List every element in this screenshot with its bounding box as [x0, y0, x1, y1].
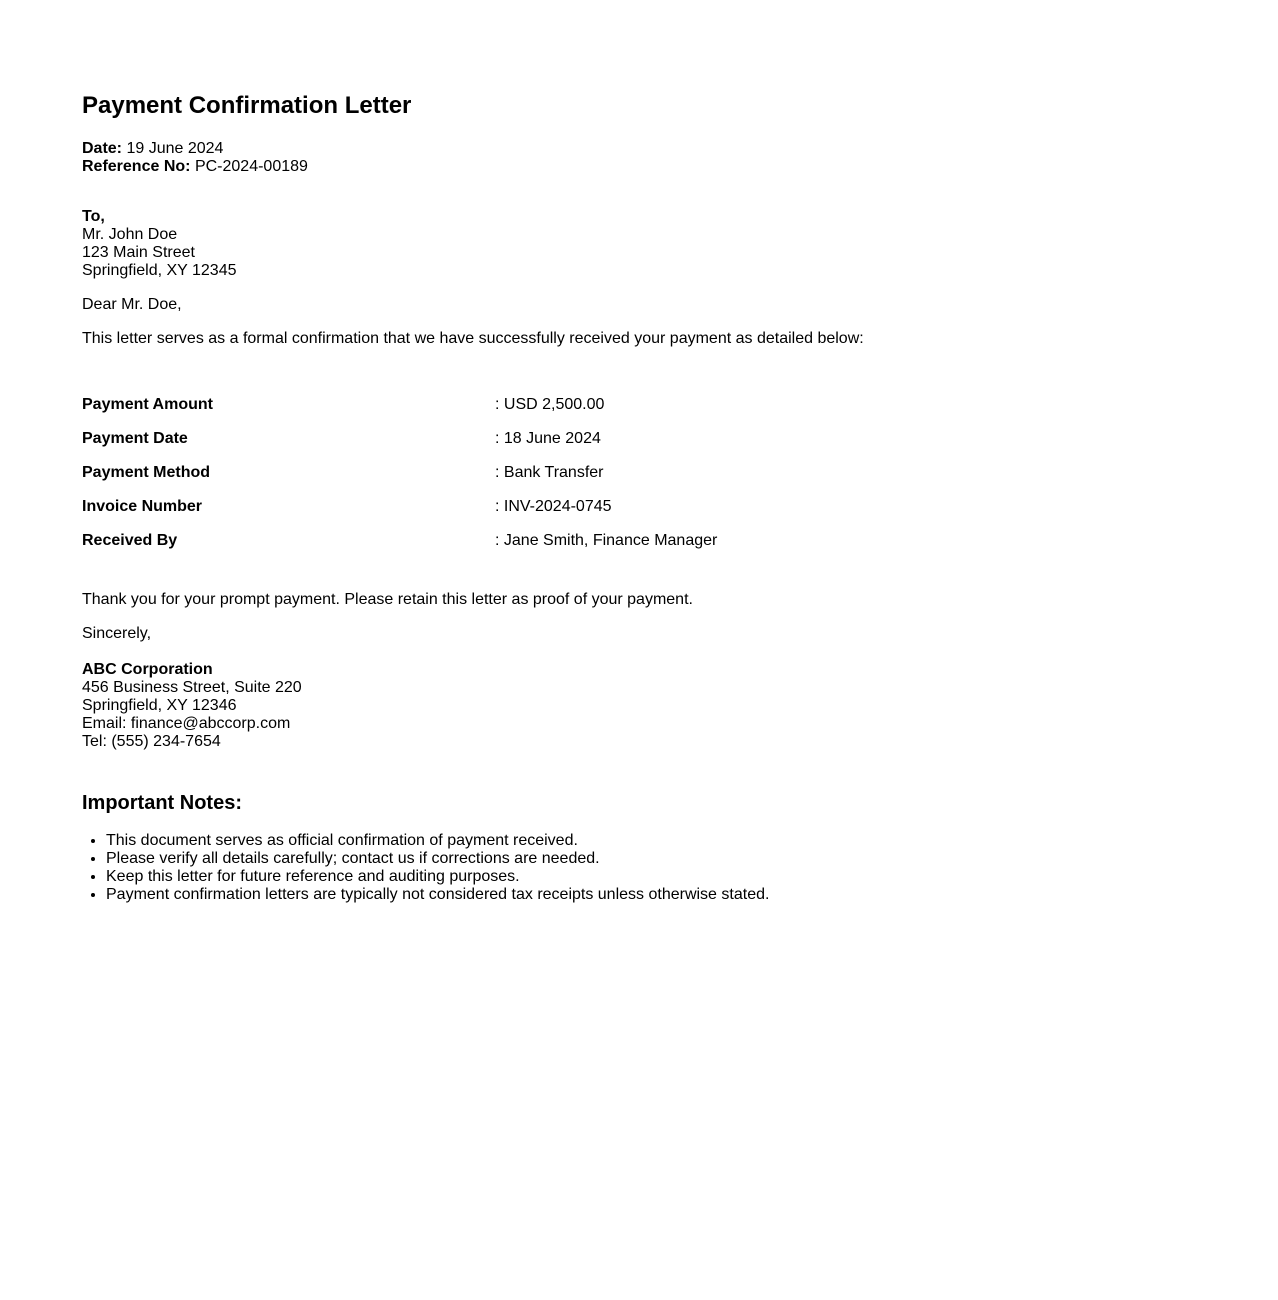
- detail-value: : Jane Smith, Finance Manager: [495, 532, 718, 549]
- letter-meta: [82, 140, 1278, 176]
- sender-address-line2: Springfield, XY 12346: [82, 697, 237, 714]
- list-item: • This document serves as official confirmation of payment received.: [106, 832, 1278, 850]
- detail-label: Invoice Number: [82, 498, 203, 515]
- table-row: [82, 456, 895, 490]
- date-value: 19 June 2024: [126, 140, 224, 157]
- table-row: [82, 388, 895, 422]
- detail-label: Received By: [82, 532, 178, 549]
- page-title: Payment Confirmation Letter: [82, 92, 412, 119]
- sender-tel: Tel: (555) 234-7654: [82, 733, 221, 750]
- table-row: [82, 490, 895, 524]
- detail-value: : 18 June 2024: [495, 430, 601, 447]
- sender-block: [82, 661, 1278, 751]
- intro-paragraph: This letter serves as a formal confirmation that we have successfully received your payment as detailed below:: [82, 330, 864, 347]
- table-row: [82, 422, 895, 456]
- reference-label: Reference No:: [82, 158, 191, 175]
- table-row: [82, 524, 895, 558]
- detail-value: : Bank Transfer: [495, 464, 604, 481]
- detail-label: Payment Date: [82, 430, 188, 447]
- recipient-name: Mr. John Doe: [82, 226, 178, 243]
- list-item: • Keep this letter for future reference and auditing purposes.: [106, 868, 1278, 886]
- reference-line: [82, 158, 1278, 176]
- list-item: • Payment confirmation letters are typically not considered tax receipts unless otherwise stated.: [106, 886, 1278, 904]
- salutation: Dear Mr. Doe,: [82, 296, 182, 313]
- detail-label: Payment Method: [82, 464, 211, 481]
- date-line: [82, 140, 1278, 158]
- list-item: • Please verify all details carefully; contact us if corrections are needed.: [106, 850, 1278, 868]
- notes-heading: Important Notes:: [82, 792, 242, 814]
- recipient-to-label: To,: [82, 208, 105, 225]
- detail-value: : USD 2,500.00: [495, 396, 605, 413]
- reference-value: PC-2024-00189: [194, 158, 308, 175]
- payment-details-table: [82, 388, 895, 558]
- recipient-address-line2: Springfield, XY 12345: [82, 262, 237, 279]
- notes-list: [82, 832, 1278, 904]
- sender-company: ABC Corporation: [82, 661, 213, 678]
- sender-email: Email: finance@abccorp.com: [82, 715, 291, 732]
- detail-value: : INV-2024-0745: [495, 498, 612, 515]
- recipient-address-line1: 123 Main Street: [82, 244, 195, 261]
- detail-label: Payment Amount: [82, 396, 213, 413]
- recipient-block: [82, 208, 1278, 280]
- thanks-paragraph: Thank you for your prompt payment. Please retain this letter as proof of your payment.: [82, 591, 693, 608]
- date-label: Date:: [82, 140, 123, 157]
- closing-line: Sincerely,: [82, 625, 152, 642]
- sender-address-line1: 456 Business Street, Suite 220: [82, 679, 302, 696]
